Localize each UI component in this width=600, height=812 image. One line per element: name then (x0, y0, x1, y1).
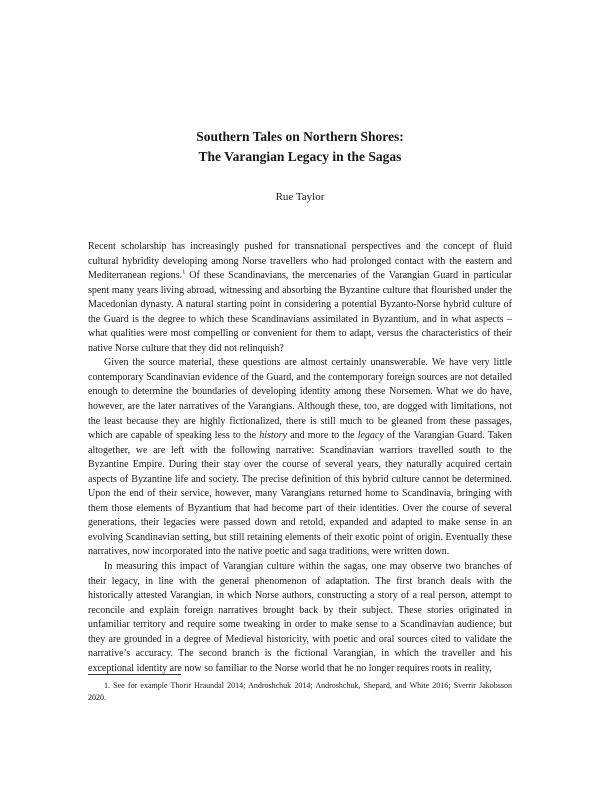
paragraph-1-text-a: Recent scholarship has increasingly pushed for transnational perspectives and the concept of fluid cultural hybridity developing among Norse travellers who had prolonged contact with the eastern and Mediterranean regions. (88, 241, 512, 282)
emphasis-legacy: legacy (357, 430, 384, 442)
author-name: Rue Taylor (275, 191, 325, 203)
paragraph-2-text-c: of the Varangian Guard. Taken altogether, we are left with the following narrative: Scandinavian warriors travelled south to the Byzantine Empire. During their stay over the course of several years, they naturally acquired certain aspects of Byzantine life and society. The precise definition of this hybrid culture cannot be determined. Upon the end of their service, however, many Varangians returned home to Scandinavia, bringing with them those elements of Byzantium that had become part of their identities. Over the course of several generations, their legacies were passed down and retold, expanded and adapted to make sense in an evolving Scandinavian setting, but still retaining elements of their exotic point of origin. Eventually these narratives, now incorporated into the native poetic and saga traditions, were written down. (88, 430, 512, 558)
paragraph-2-text-b: and more to the (286, 430, 358, 442)
footnote-reference-1[interactable]: 1 (182, 268, 186, 276)
footnote-divider (88, 674, 181, 675)
title-line-1: Southern Tales on Northern Shores: (196, 129, 404, 144)
paragraph-3: In measuring this impact of Varangian culture within the sagas, one may observe two branches of their legacy, in line with the general phenomenon of adaptation. The first branch deals with the historically attested Varangian, in which Norse authors, constructing a story of a real person, attempt to reconcile and explain foreign narratives brought back by their subject. These stories originated in unfamiliar territory and require some tweaking in order to make sense to a Scandinavian audience; but they are grounded in a degree of Medieval historicity, with poetic and oral sources cited to validate the narrative’s accuracy. The second branch is the fictional Varangian, in which the traveller and his exceptional identity are now so familiar to the Norse world that he no longer requires roots in reality, (88, 561, 512, 674)
title-line-2: The Varangian Legacy in the Sagas (198, 149, 402, 164)
article-body (88, 240, 512, 676)
paragraph-2 (88, 356, 512, 560)
paragraph-2-text-a: Given the source material, these questions are almost certainly unanswerable. We have very little contemporary Scandinavian evidence of the Guard, and the contemporary foreign sources are not detailed enough to determine the boundaries of developing identity among these Norsemen. What we do have, however, are the later narratives of the Varangians. Although these, too, are dogged with limitations, not the least because they are highly fictionalized, there is still much to be gleaned from these passages, which are capable of speaking less to the (88, 357, 512, 442)
paragraph-1 (88, 240, 512, 356)
article-title (0, 127, 600, 167)
emphasis-history: history (259, 430, 287, 442)
footnote-1: 1. See for example Thorir Hraundal 2014; Androshchuk 2014; Androshchuk, Shepard, and White 2016; Sverrir Jakobsson 2020. (88, 681, 512, 702)
paragraph-1-text-b: Of these Scandinavians, the mercenaries of the Varangian Guard in particular spent many years living abroad, witnessing and absorbing the Byzantine culture that flourished under the Macedonian dynasty. A natural starting point in considering a potential Byzanto-Norse hybrid culture of the Guard is the degree to which these Scandinavians assimilated in Byzantium, and in what aspects – what qualities were most compelling or convenient for them to adapt, versus the characteristics of their native Norse culture that they did not relinquish? (88, 270, 512, 354)
